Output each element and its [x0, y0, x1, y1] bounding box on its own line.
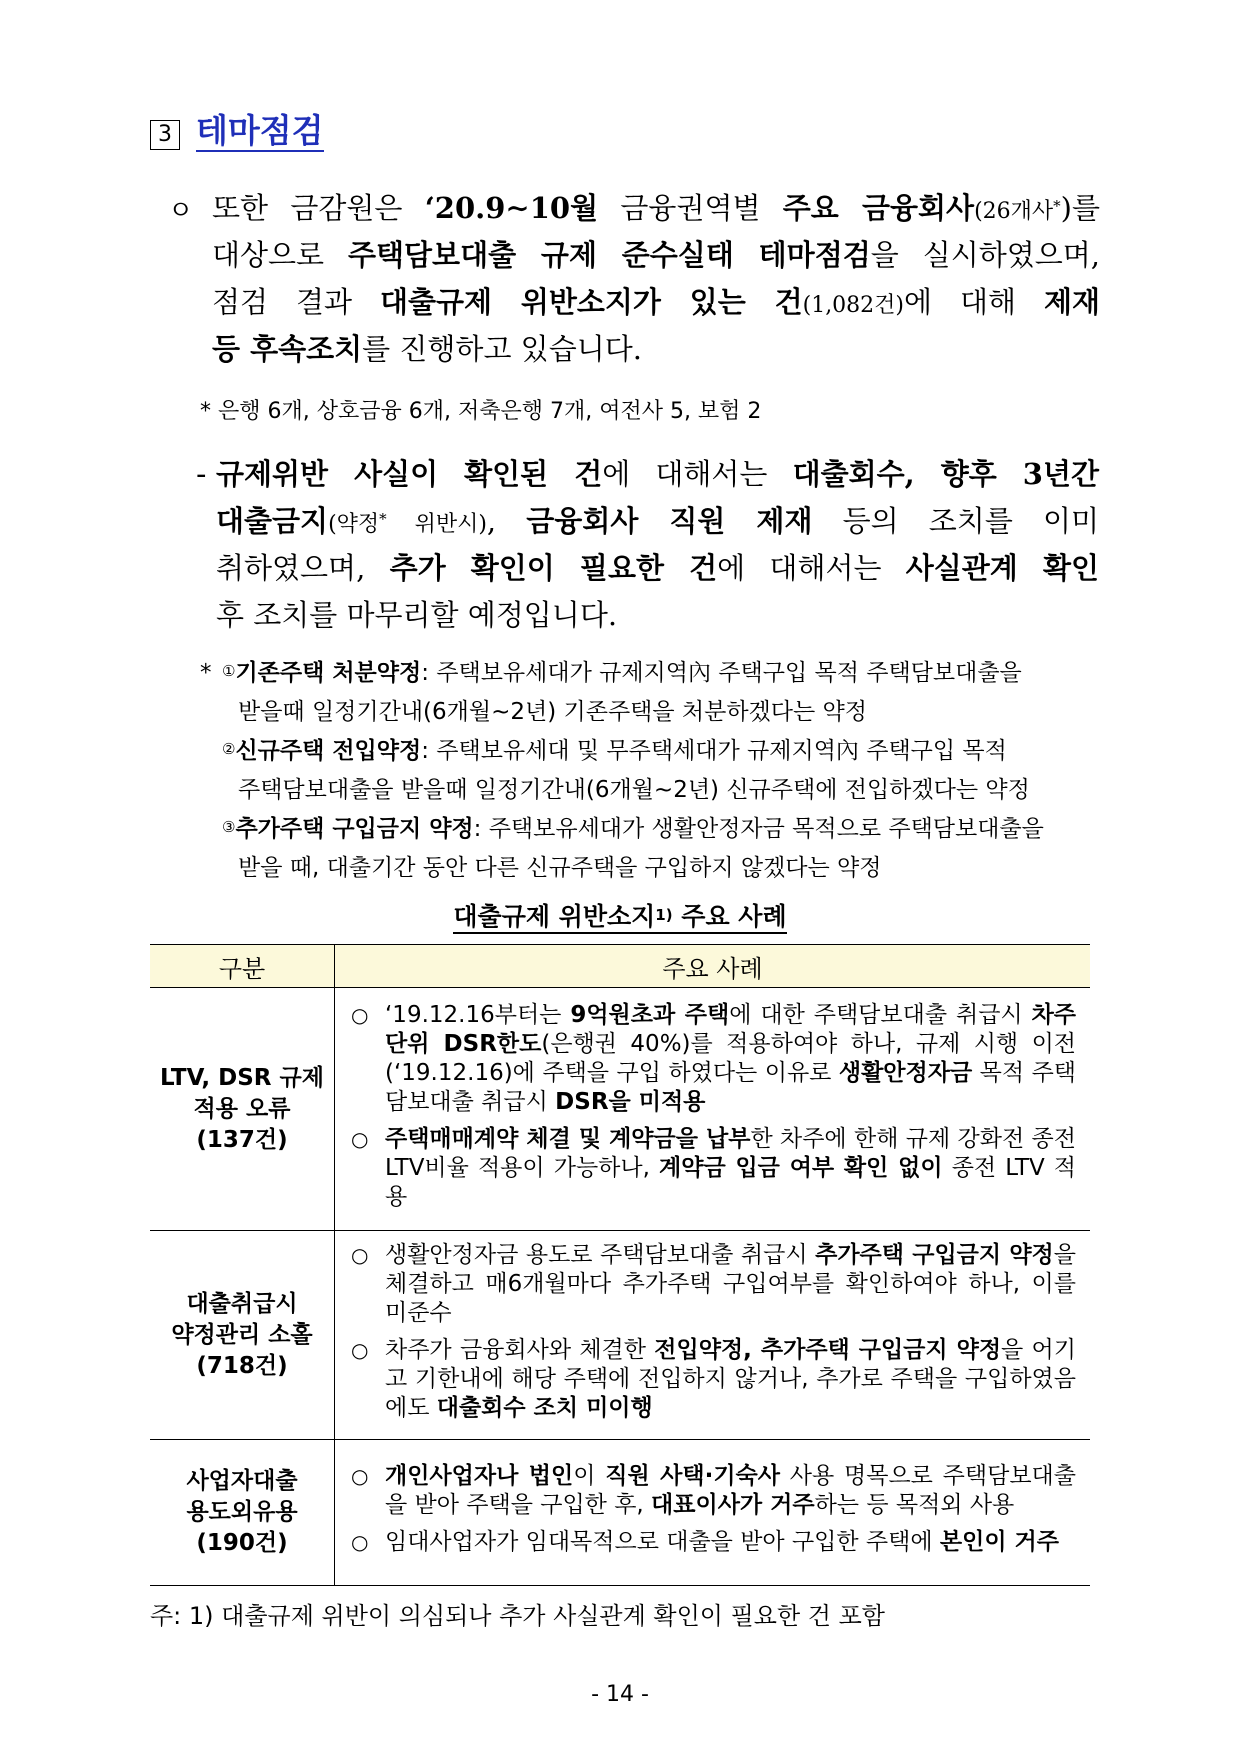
table-footnote: 주: 1) 대출규제 위반이 의심되나 추가 사실관계 확인이 필요한 건 포함	[150, 1602, 885, 1630]
case-item: ○ 차주가 금융회사와 체결한 전입약정, 추가주택 구입금지 약정을 어기고 기한내에 해당 주택에 전입하지 않거나, 추가로 주택을 구입하였음에도 대출회수 조치 미이행	[351, 1337, 1076, 1421]
row-cases	[335, 1231, 1091, 1440]
case-item: ○ ‘19.12.16부터는 9억원초과 주택에 대한 주택담보대출 취급시 차주단위 DSR한도(은행권 40%)를 적용하여야 하나, 규제 시행 이전(‘19.12.16)에 주택을 구입 하였다는 이유로 생활안정자금 목적 주택담보대출 취급시 DSR을 미적용	[351, 1001, 1077, 1115]
row-category: 사업자대출 용도외유용 (190건)	[150, 1440, 335, 1586]
column-header-cases: 주요 사례	[335, 945, 1091, 988]
row-category: 대출취급시 약정관리 소홀 (718건)	[150, 1231, 335, 1440]
case-item: ○ 개인사업자나 법인이 직원 사택·기숙사 사용 명목으로 주택담보대출을 받아 주택을 구입한 후, 대표이사가 거주하는 등 목적외 사용	[351, 1463, 1076, 1518]
footnote-2-line-1: ②신규주택 전입약정: 주택보유세대 및 무주택세대가 규제지역內 주택구입 목적	[222, 738, 1007, 764]
footnote-3-line-1: ③추가주택 구입금지 약정: 주택보유세대가 생활안정자금 목적으로 주택담보대출을	[222, 816, 1044, 842]
row-cases	[335, 1440, 1091, 1586]
sub-para-line-3: 취하였으며, 추가 확인이 필요한 건에 대해서는 사실관계 확인	[216, 551, 1099, 585]
table-row	[150, 988, 1090, 1231]
paragraph-bullet: ㅇ	[168, 196, 194, 226]
main-para-line-4: 등 후속조치를 진행하고 있습니다.	[212, 332, 642, 366]
row-category: LTV, DSR 규제 적용 오류 (137건)	[150, 988, 335, 1231]
footnote-2-line-2: 주택담보대출을 받을때 일정기간내(6개월~2년) 신규주택에 전입하겠다는 약정	[238, 777, 1030, 803]
sub-para-line-2: 대출금지(약정* 위반시), 금융회사 직원 제재 등의 조치를 이미	[216, 504, 1100, 538]
table-row	[150, 1440, 1090, 1586]
sub-para-line-4: 후 조치를 마무리할 예정입니다.	[216, 598, 618, 632]
column-header-category: 구분	[150, 945, 335, 988]
table-header-row	[150, 945, 1090, 988]
footnote-star: *	[200, 660, 212, 686]
case-item: ○ 임대사업자가 임대목적으로 대출을 받아 구입한 주택에 본인이 거주	[351, 1529, 1059, 1555]
institution-count-note: * 은행 6개, 상호금융 6개, 저축은행 7개, 여전사 5, 보험 2	[200, 399, 762, 424]
section-title: 테마점검	[196, 111, 324, 150]
row-cases	[335, 988, 1091, 1231]
section-number-box: 3	[150, 120, 180, 150]
sub-para-dash: -	[196, 457, 207, 491]
footnote-1-line-2: 받을때 일정기간내(6개월~2년) 기존주택을 처분하겠다는 약정	[238, 699, 867, 725]
table-caption: 대출규제 위반소지$^{1)}$ 주요 사례	[0, 900, 1240, 934]
footnote-1-line-1: ①기존주택 처분약정: 주택보유세대가 규제지역內 주택구입 목적 주택담보대출을	[222, 660, 1022, 686]
table-row	[150, 1231, 1090, 1440]
sub-para-line-1: 규제위반 사실이 확인된 건에 대해서는 대출회수, 향후 3년간	[216, 457, 1099, 491]
case-item: ○ 주택매매계약 체결 및 계약금을 납부한 차주에 한해 규제 강화전 종전 LTV비율 적용이 가능하나, 계약금 입금 여부 확인 없이 종전 LTV 적용	[351, 1125, 1076, 1210]
violation-cases-table	[150, 944, 1090, 1586]
main-para-line-3: 점검 결과 대출규제 위반소지가 있는 건(1,082건)에 대해 제재	[212, 285, 1100, 319]
main-para-line-2: 대상으로 주택담보대출 규제 준수실태 테마점검을 실시하였으며,	[212, 238, 1101, 272]
footnote-3-line-2: 받을 때, 대출기간 동안 다른 신규주택을 구입하지 않겠다는 약정	[238, 855, 882, 881]
case-item: ○ 생활안정자금 용도로 주택담보대출 취급시 추가주택 구입금지 약정을 체결하고 매6개월마다 추가주택 구입여부를 확인하여야 하나, 이를 미준수	[351, 1242, 1076, 1326]
main-para-line-1: 또한 금감원은 ‘20.9∼10월 금융권역별 주요 금융회사(26개사*)를	[212, 191, 1100, 225]
page-number: - 14 -	[591, 1682, 649, 1707]
